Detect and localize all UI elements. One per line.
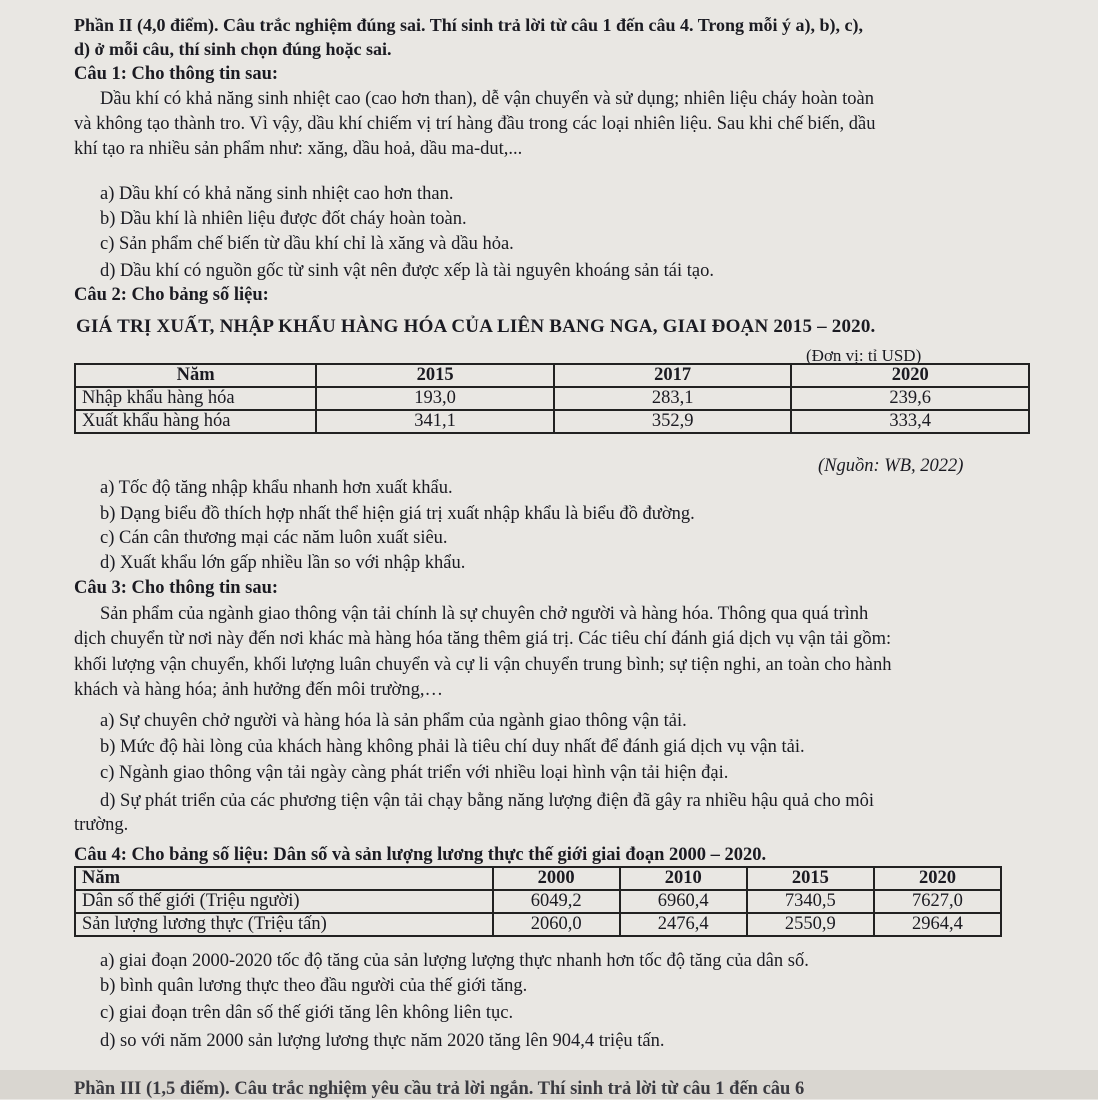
q3-option-a: a) Sự chuyên chở người và hàng hóa là sản phẩm của ngành giao thông vận tải. [100,711,687,731]
q4-data-table [74,866,1002,937]
q1-option-a: a) Dầu khí có khả năng sinh nhiệt cao hơn than. [100,184,454,204]
table-header-cell: 2015 [316,364,554,387]
table-header-cell: 2015 [747,867,874,890]
table-cell: 352,9 [554,410,792,433]
q3-option-d: d) Sự phát triển của các phương tiện vận tải chạy bằng năng lượng điện đã gây ra nhiều hậu quả cho môi [100,791,874,811]
q2-source: (Nguồn: WB, 2022) [818,456,964,476]
table-cell: Dân số thế giới (Triệu người) [75,890,493,913]
table-cell: 239,6 [791,387,1029,410]
table-cell: 333,4 [791,410,1029,433]
table-cell: Nhập khẩu hàng hóa [75,387,316,410]
table-header-cell: 2020 [791,364,1029,387]
q3-option-b: b) Mức độ hài lòng của khách hàng không phải là tiêu chí duy nhất để đánh giá dịch vụ vận tải. [100,737,805,757]
q1-passage-line3: khí tạo ra nhiều sản phẩm như: xăng, dầu hoả, dầu ma-dut,... [74,139,523,159]
q2-option-a: a) Tốc độ tăng nhập khẩu nhanh hơn xuất khẩu. [100,478,453,498]
table-cell: 6960,4 [620,890,747,913]
q1-label: Câu 1: Cho thông tin sau: [74,64,279,84]
table-row [75,364,1029,387]
q1-passage-line1: Dầu khí có khả năng sinh nhiệt cao (cao hơn than), dễ vận chuyển và sử dụng; nhiên liệu cháy hoàn toàn [100,89,874,109]
q2-option-c: c) Cán cân thương mại các năm luôn xuất siêu. [100,528,448,548]
q4-label: Câu 4: Cho bảng số liệu: Dân số và sản lượng lương thực thế giới giai đoạn 2000 – 2020. [74,845,767,865]
table-cell: 2550,9 [747,913,874,936]
q4-option-d: d) so với năm 2000 sản lượng lương thực năm 2020 tăng lên 904,4 triệu tấn. [100,1031,665,1051]
table-header-cell: 2000 [493,867,620,890]
table-cell: 7340,5 [747,890,874,913]
table-cell: 341,1 [316,410,554,433]
q3-option-c: c) Ngành giao thông vận tải ngày càng phát triển với nhiều loại hình vận tải hiện đại. [100,763,729,783]
q3-passage-line1: Sản phẩm của ngành giao thông vận tải chính là sự chuyên chở người và hàng hóa. Thông qua quá trình [100,604,869,624]
q3-passage-line3: khối lượng vận chuyển, khối lượng luân chuyển và cự li vận chuyển trung bình; sự tiện nghi, an toàn cho hành [74,655,892,675]
q3-option-d-cont: trường. [74,815,129,835]
q1-passage-line2: và không tạo thành tro. Vì vậy, dầu khí chiếm vị trí hàng đầu trong các loại nhiên liệu. Sau khi chế biến, dầu [74,114,876,134]
q3-passage-line2: dịch chuyển từ nơi này đến nơi khác mà hàng hóa tăng thêm giá trị. Các tiêu chí đánh giá dịch vụ vận tải gồm: [74,629,892,649]
q2-data-table [74,363,1030,434]
q2-label: Câu 2: Cho bảng số liệu: [74,285,269,305]
table-row [75,387,1029,410]
part2-heading-line1: Phần II (4,0 điểm). Câu trắc nghiệm đúng sai. Thí sinh trả lời từ câu 1 đến câu 4. Trong mỗi ý a), b), c), [74,15,864,35]
table-cell: 2964,4 [874,913,1001,936]
table-header-cell: Năm [75,867,493,890]
q2-table-title: GIÁ TRỊ XUẤT, NHẬP KHẨU HÀNG HÓA CỦA LIÊN BANG NGA, GIAI ĐOẠN 2015 – 2020. [76,316,876,337]
table-header-cell: 2020 [874,867,1001,890]
q2-option-b: b) Dạng biểu đồ thích hợp nhất thể hiện giá trị xuất nhập khẩu là biểu đồ đường. [100,504,695,524]
table-cell: 7627,0 [874,890,1001,913]
part2-heading-line2: d) ở mỗi câu, thí sinh chọn đúng hoặc sai. [74,39,392,59]
q3-label: Câu 3: Cho thông tin sau: [74,578,279,598]
q2-unit: (Đơn vị: tỉ USD) [806,346,922,365]
q4-option-b: b) bình quân lương thực theo đầu người của thế giới tăng. [100,976,528,996]
table-cell: 193,0 [316,387,554,410]
table-row [75,410,1029,433]
table-cell: Xuất khẩu hàng hóa [75,410,316,433]
part3-heading: Phần III (1,5 điểm). Câu trắc nghiệm yêu cầu trả lời ngắn. Thí sinh trả lời từ câu 1 đến câu 6 [74,1079,805,1099]
q4-option-c: c) giai đoạn trên dân số thế giới tăng lên không liên tục. [100,1003,514,1023]
table-row [75,890,1001,913]
q1-option-b: b) Dầu khí là nhiên liệu được đốt cháy hoàn toàn. [100,209,467,229]
table-cell: 6049,2 [493,890,620,913]
table-row [75,913,1001,936]
q1-option-d: d) Dầu khí có nguồn gốc từ sinh vật nên được xếp là tài nguyên khoáng sản tái tạo. [100,261,714,281]
q4-option-a: a) giai đoạn 2000-2020 tốc độ tăng của sản lượng lượng thực nhanh hơn tốc độ tăng của dân số. [100,951,809,971]
q2-option-d: d) Xuất khẩu lớn gấp nhiều lần so với nhập khẩu. [100,553,466,573]
table-cell: Sản lượng lương thực (Triệu tấn) [75,913,493,936]
table-row [75,867,1001,890]
table-header-cell: Năm [75,364,316,387]
table-cell: 2060,0 [493,913,620,936]
table-cell: 2476,4 [620,913,747,936]
q1-option-c: c) Sản phẩm chế biến từ dầu khí chỉ là xăng và dầu hỏa. [100,234,514,254]
q3-passage-line4: khách và hàng hóa; ảnh hưởng đến môi trường,… [74,680,443,700]
table-header-cell: 2017 [554,364,792,387]
table-cell: 283,1 [554,387,792,410]
table-header-cell: 2010 [620,867,747,890]
